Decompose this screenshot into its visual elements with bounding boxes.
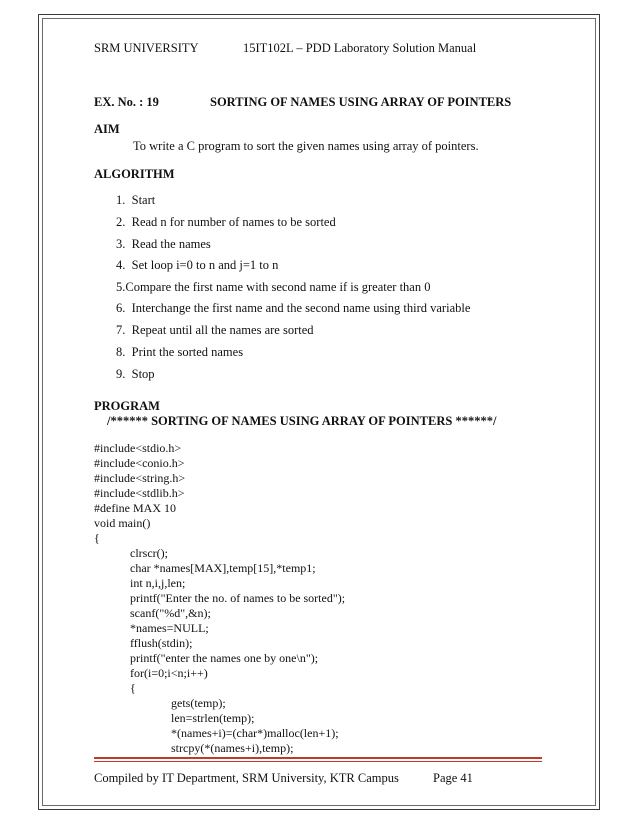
algorithm-step: 2. Read n for number of names to be sorted: [116, 215, 336, 229]
footer-rule: [94, 757, 542, 759]
algorithm-step: 8. Print the sorted names: [116, 345, 244, 359]
code-line: gets(temp);: [171, 696, 226, 710]
footer-page-number: Page 41: [433, 771, 473, 785]
code-line: int n,i,j,len;: [130, 576, 186, 590]
footer-rule-thin: [94, 761, 542, 762]
code-line: char *names[MAX],temp[15],*temp1;: [130, 561, 316, 575]
code-line: void main(): [94, 516, 151, 530]
program-comment: /****** SORTING OF NAMES USING ARRAY OF POINTERS ******/: [107, 414, 497, 428]
code-line: #include<stdlib.h>: [94, 486, 185, 500]
code-line: #include<string.h>: [94, 471, 186, 485]
code-line: {: [94, 531, 100, 545]
code-line: #include<conio.h>: [94, 456, 185, 470]
code-line: #define MAX 10: [94, 501, 176, 515]
exercise-number: EX. No. : 19: [94, 95, 159, 109]
algorithm-step: 5.Compare the first name with second name if is greater than 0: [116, 280, 431, 294]
algorithm-step: 4. Set loop i=0 to n and j=1 to n: [116, 258, 279, 272]
header-university: SRM UNIVERSITY: [94, 41, 199, 55]
code-line: {: [130, 681, 136, 695]
code-line: scanf("%d",&n);: [130, 606, 211, 620]
algorithm-heading: ALGORITHM: [94, 167, 175, 181]
code-line: clrscr();: [130, 546, 168, 560]
code-line: *names=NULL;: [130, 621, 209, 635]
algorithm-step: 3. Read the names: [116, 237, 211, 251]
code-line: fflush(stdin);: [130, 636, 193, 650]
code-line: len=strlen(temp);: [171, 711, 255, 725]
algorithm-step: 6. Interchange the first name and the second name using third variable: [116, 301, 471, 315]
code-line: #include<stdio.h>: [94, 441, 182, 455]
algorithm-step: 9. Stop: [116, 367, 155, 381]
algorithm-step: 7. Repeat until all the names are sorted: [116, 323, 314, 337]
aim-heading: AIM: [94, 122, 120, 136]
algorithm-step: 1. Start: [116, 193, 156, 207]
program-heading: PROGRAM: [94, 399, 160, 413]
aim-text: To write a C program to sort the given names using array of pointers.: [133, 139, 479, 153]
footer-compiled-by: Compiled by IT Department, SRM University, KTR Campus: [94, 771, 399, 785]
code-line: for(i=0;i<n;i++): [130, 666, 208, 680]
code-line: *(names+i)=(char*)malloc(len+1);: [171, 726, 339, 740]
header-course: 15IT102L – PDD Laboratory Solution Manual: [243, 41, 477, 55]
code-line: printf("Enter the no. of names to be sorted");: [130, 591, 346, 605]
exercise-title: SORTING OF NAMES USING ARRAY OF POINTERS: [210, 95, 512, 109]
code-line: strcpy(*(names+i),temp);: [171, 741, 294, 755]
code-line: printf("enter the names one by one\n");: [130, 651, 319, 665]
